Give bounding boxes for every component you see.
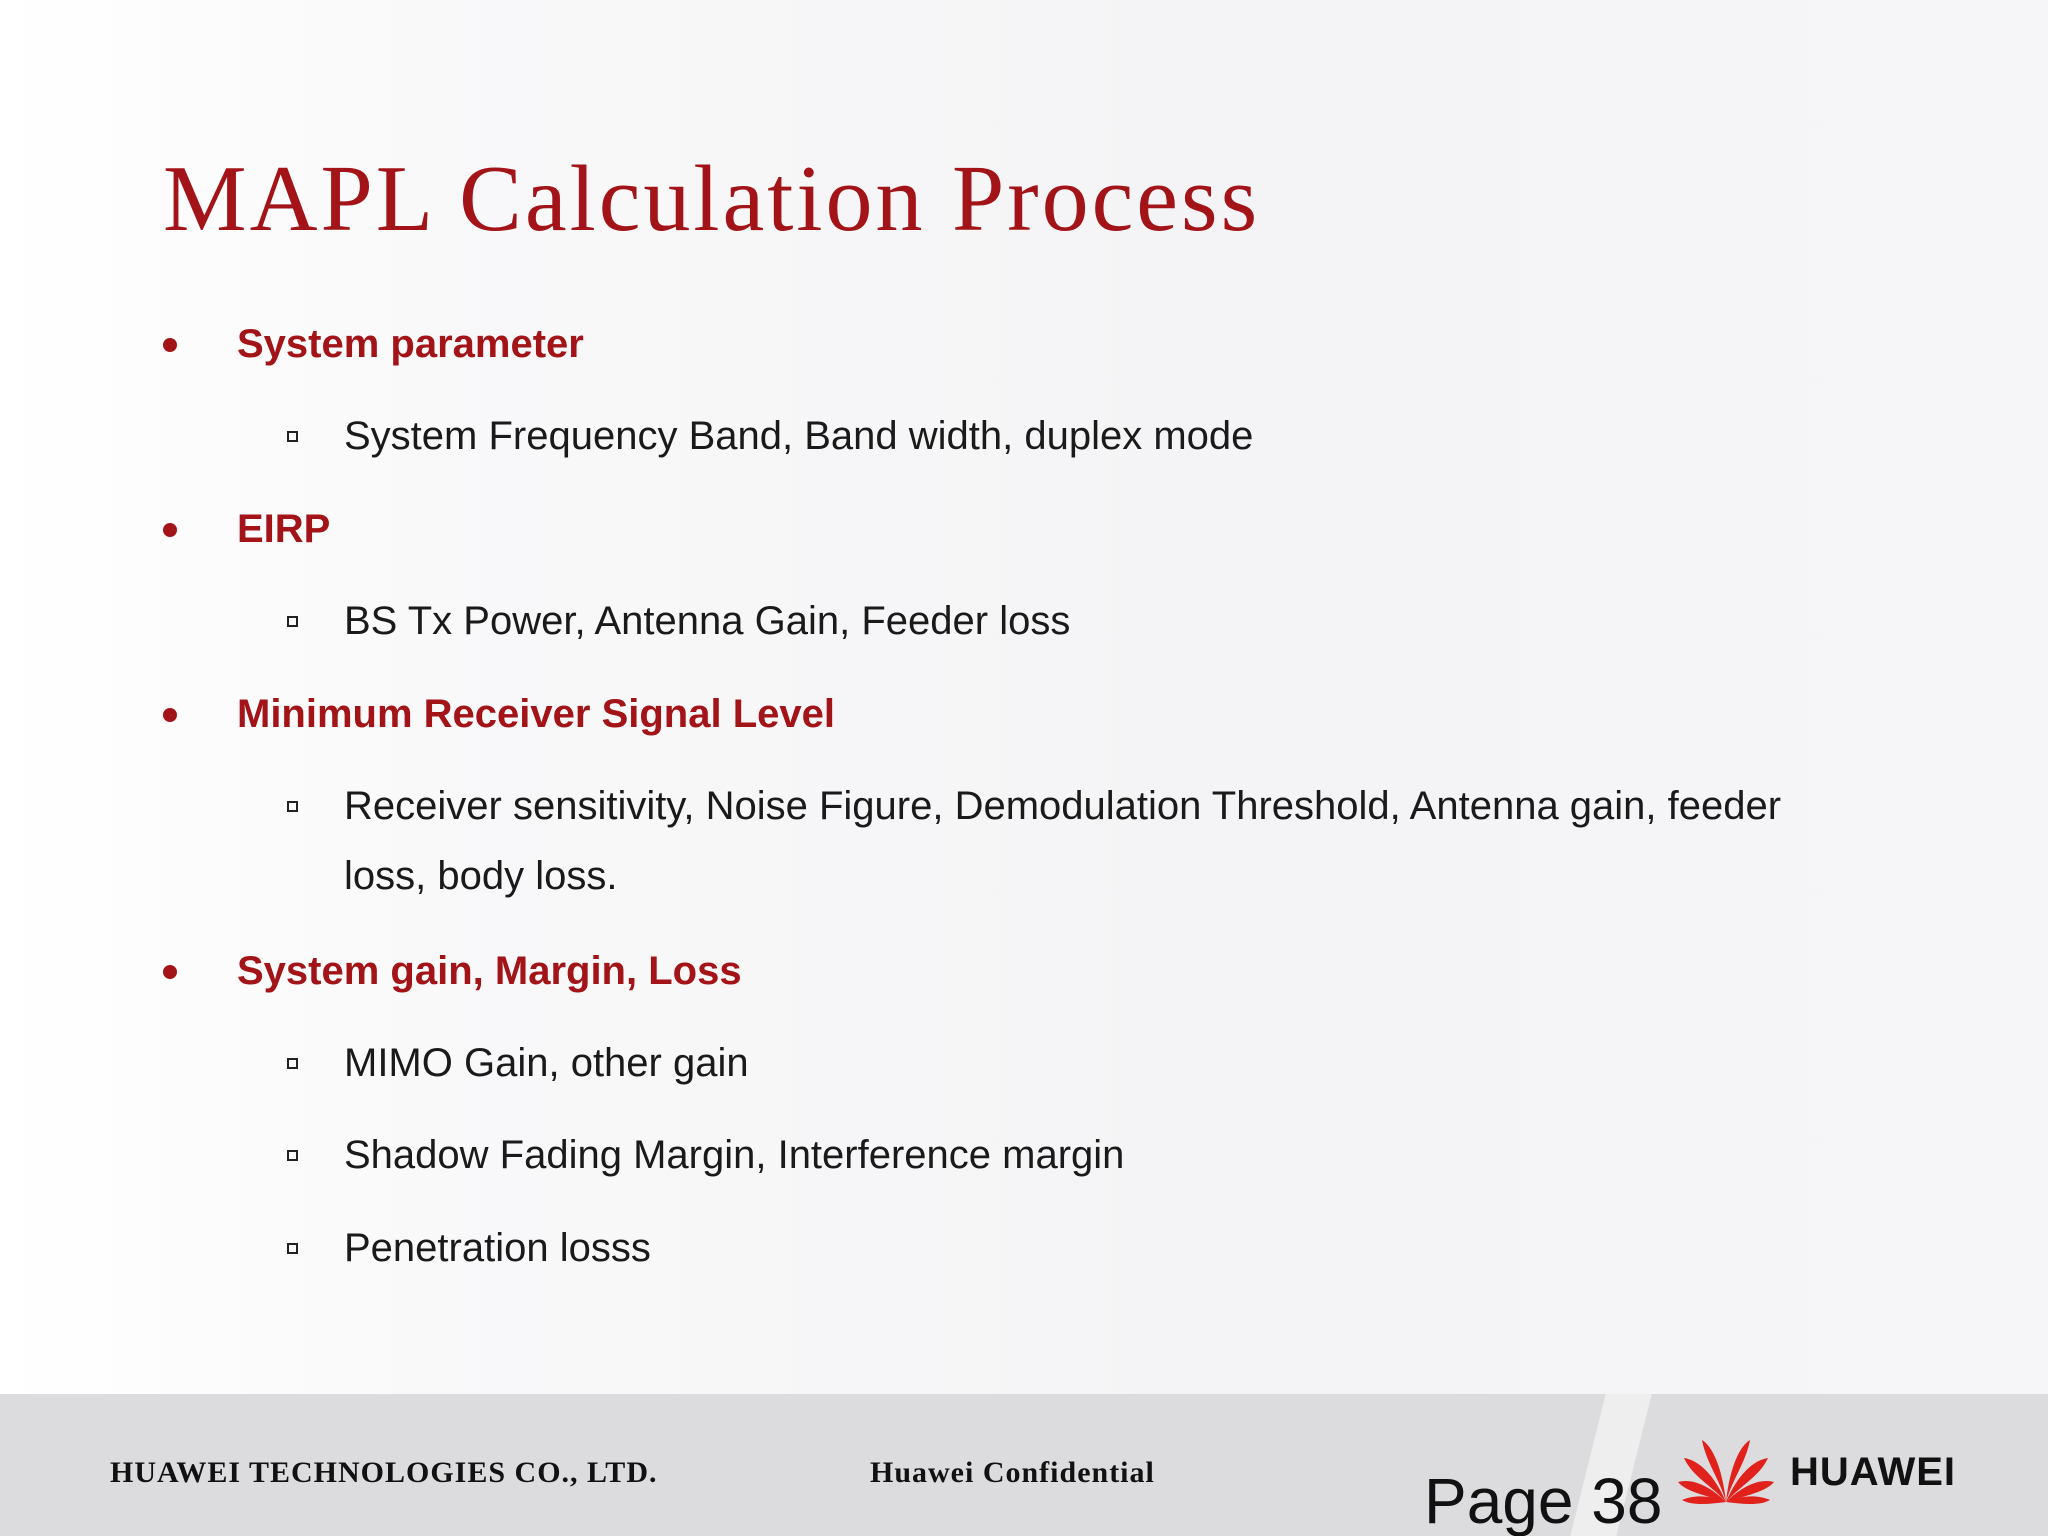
square-bullet-icon <box>287 801 298 812</box>
section-heading-text: Minimum Receiver Signal Level <box>237 692 835 736</box>
square-bullet-icon <box>287 1058 298 1069</box>
round-bullet-icon <box>163 523 177 537</box>
section-heading-text: System gain, Margin, Loss <box>237 949 742 993</box>
huawei-logo-icon <box>1676 1430 1776 1510</box>
slide-title: MAPL Calculation Process <box>163 147 1261 251</box>
round-bullet-icon <box>163 965 177 979</box>
company-name: HUAWEI TECHNOLOGIES CO., LTD. <box>110 1456 658 1489</box>
section-heading-text: System parameter <box>237 322 584 366</box>
section-heading-text: EIRP <box>237 507 331 551</box>
list-item-text: Receiver sensitivity, Noise Figure, Demodulation Threshold, Antenna gain, feeder loss, body loss. <box>344 784 1782 898</box>
list-item-text: System Frequency Band, Band width, duplex mode <box>344 414 1254 458</box>
square-bullet-icon <box>287 1243 298 1254</box>
round-bullet-icon <box>163 338 177 352</box>
square-bullet-icon <box>287 431 298 442</box>
slide-footer <box>0 1394 2048 1536</box>
brand-wordmark: HUAWEI <box>1790 1450 1956 1494</box>
confidentiality-label: Huawei Confidential <box>870 1456 1155 1489</box>
square-bullet-icon <box>287 616 298 627</box>
square-bullet-icon <box>287 1150 298 1161</box>
list-item-text: MIMO Gain, other gain <box>344 1041 749 1085</box>
round-bullet-icon <box>163 708 177 722</box>
list-item-text: Shadow Fading Margin, Interference margin <box>344 1133 1125 1177</box>
page-number: Page 38 <box>1424 1465 1663 1536</box>
list-item-text: BS Tx Power, Antenna Gain, Feeder loss <box>344 599 1071 643</box>
list-item-text: Penetration losss <box>344 1226 651 1270</box>
